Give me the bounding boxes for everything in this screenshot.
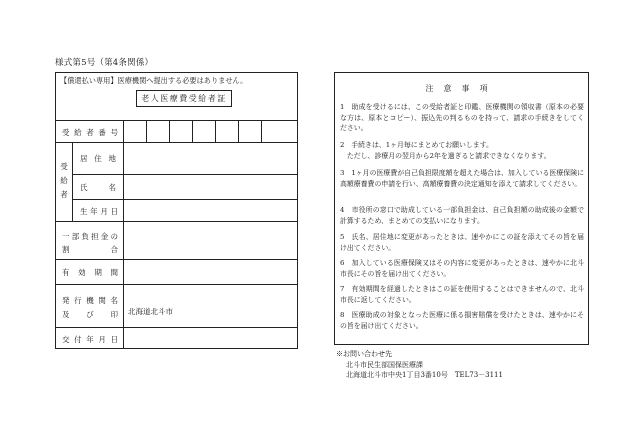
notes-panel bbox=[334, 72, 589, 345]
rule bbox=[123, 120, 124, 349]
name-label: 氏 名 bbox=[80, 183, 116, 192]
note-item: 2 手続きは、1ヶ月毎にまとめてお願いします。 ただし、診療月の翌月から2年を過ぎると請求できなくなります。 bbox=[340, 141, 551, 160]
rule bbox=[72, 199, 297, 200]
copay-ratio-label-line2 bbox=[62, 244, 118, 255]
contact-info bbox=[336, 349, 503, 381]
note-item: 4 市役所の窓口で助成している一部負担金は、自己負担額の助成後の金額で計算するため、まとめての支払いになります。 bbox=[340, 206, 584, 225]
note-item: 8 医療助成の対象となった医療に係る損害賠償を受けたときは、速やかにその旨を届け出てください。 bbox=[340, 311, 584, 330]
rule bbox=[72, 174, 297, 175]
rule bbox=[56, 221, 297, 222]
digit-box bbox=[238, 120, 239, 142]
digit-box bbox=[169, 120, 170, 142]
issue-date-label: 交 付 年 月 日 bbox=[62, 335, 118, 344]
note-item: 7 有効期間を経過したときはこの証を使用することはできませんので、北斗市長に返してください。 bbox=[340, 285, 584, 304]
note-item: 1 助成を受けるには、この受給者証と印鑑、医療機関の領収書（原本の必要な方は、原本とコピー）、振込先の判るものを持って、請求の手続きをしてください。 bbox=[340, 103, 584, 133]
validity-label: 有 効 期 間 bbox=[62, 268, 118, 277]
issuer-name: 北海道北斗市 bbox=[128, 307, 173, 316]
rule bbox=[56, 259, 297, 260]
rule bbox=[56, 142, 297, 143]
issuer-label-char: 印 bbox=[110, 310, 118, 319]
issuer-label-line2 bbox=[62, 309, 118, 320]
issuer-label-char: 及 bbox=[62, 310, 70, 319]
copay-ratio-label: 一 部 負 担 金 の bbox=[62, 232, 118, 241]
contact-address-phone: 北海道北斗市中央1丁目3番10号 TEL73－3111 bbox=[346, 371, 503, 380]
certificate-title: 老人医療費受給者証 bbox=[136, 90, 232, 107]
notes-heading: 注意事項 bbox=[425, 84, 498, 93]
reimbursement-notice: 【償還払い専用】医療機関へ提出する必要はありません。 bbox=[60, 76, 248, 85]
digit-box bbox=[261, 120, 262, 142]
certificate-card bbox=[55, 72, 298, 349]
issuer-label: 発 行 機 関 名 bbox=[62, 296, 118, 305]
recipient-label: 受給者 bbox=[60, 162, 68, 199]
form-number: 様式第5号（第4条関係） bbox=[55, 58, 154, 68]
contact-department: 北斗市民生部国保医療課 bbox=[346, 360, 423, 369]
rule bbox=[72, 142, 73, 221]
rule bbox=[56, 327, 297, 328]
note-item: 3 1ヶ月の医療費が自己負担限度額を超えた場合は、加入している医療保険に高額療養費の申請を行い、高額療養費の決定通知を添えて請求してください。 bbox=[340, 169, 584, 188]
address-label: 居 住 地 bbox=[80, 154, 116, 163]
digit-box bbox=[146, 120, 147, 142]
rule bbox=[56, 284, 297, 285]
note-item: 5 氏名、居住地に変更があったときは、速やかにこの証を添えてその旨を届け出てください。 bbox=[340, 233, 584, 252]
note-item: 6 加入している医療保険又はその内容に変更があったときは、速やかに北斗市長にその旨を届け出てください。 bbox=[340, 259, 584, 278]
digit-box bbox=[192, 120, 193, 142]
contact-heading: ※お問い合わせ先 bbox=[336, 350, 392, 358]
copay-ratio-char: 合 bbox=[110, 245, 118, 254]
issuer-label-char: び bbox=[86, 310, 94, 319]
birthdate-label: 生 年 月 日 bbox=[80, 207, 118, 216]
recipient-number-label: 受 給 者 番 号 bbox=[62, 128, 118, 137]
digit-box bbox=[215, 120, 216, 142]
copay-ratio-char: 割 bbox=[62, 245, 70, 254]
